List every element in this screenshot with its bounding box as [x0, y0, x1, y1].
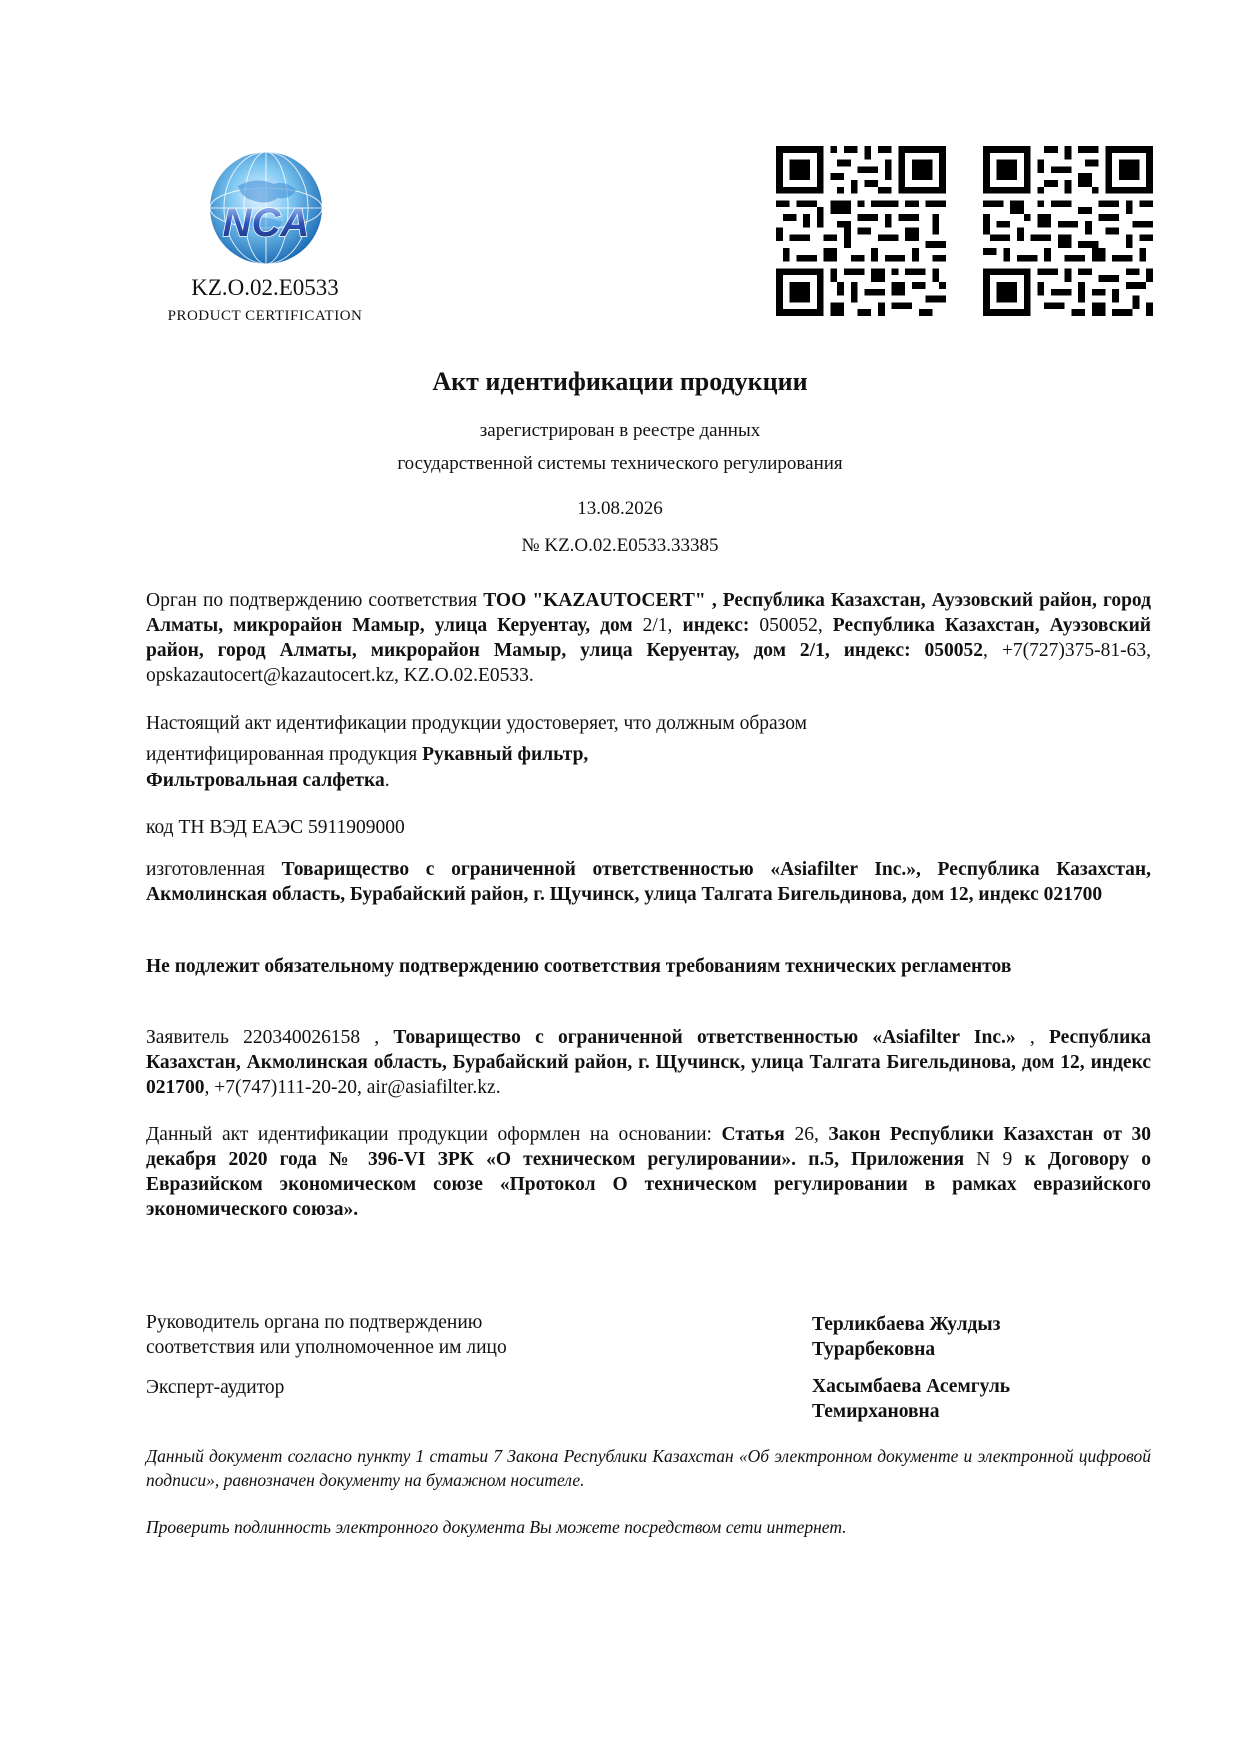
basis-point: п.5, Приложения — [808, 1149, 965, 1170]
head-role — [146, 1310, 507, 1360]
expert-role: Эксперт-аудитор — [146, 1377, 285, 1398]
organ-index-label: индекс: — [682, 615, 750, 636]
qr-code-icon — [776, 146, 946, 316]
product-end: . — [384, 770, 390, 791]
manufacturer-text: Товарищество с ограниченной ответственностью «Asiafilter Inc.», Республика Казахстан, Акмолинская область, Бурабайский район, г. Щучинск, улица Талгата Бигельдинова, дом 12, индекс 021700 — [146, 859, 1151, 905]
expert-name-line-1: Хасымбаева Асемгуль — [812, 1376, 1011, 1397]
manufacturer-paragraph — [146, 857, 1151, 907]
organ-house: 2/1, — [642, 615, 673, 636]
exemption-text: Не подлежит обязательному подтверждению соответствия требованиям технических регламентов — [146, 956, 1012, 977]
product-line-2 — [146, 768, 1151, 793]
certifies-line: Настоящий акт идентификации продукции удостоверяет, что должным образом — [146, 713, 807, 734]
applicant-address: Республика Казахстан, Акмолинская область, Бурабайский район, г. Щучинск, улица Талгата Бигельдинова, дом 12, индекс 021700 — [146, 1027, 1152, 1098]
applicant-label: Заявитель — [146, 1027, 229, 1048]
hs-code: код ТН ВЭД ЕАЭС 5911909000 — [146, 817, 405, 838]
organ-index-value: 050052, — [759, 615, 823, 636]
product-name-1: Рукавный фильтр, — [422, 744, 589, 765]
registered-line-2: государственной системы технического регулирования — [397, 453, 843, 474]
verify-note: Проверить подлинность электронного документа Вы можете посредством сети интернет. — [146, 1517, 847, 1537]
head-name-line-2: Турарбековна — [812, 1339, 936, 1360]
document-title: Акт идентификации продукции — [432, 367, 808, 396]
head-role-line-1: Руководитель органа по подтверждению — [146, 1312, 483, 1333]
legal-note: Данный документ согласно пункту 1 статьи 7 Закона Республики Казахстан «Об электронном документе и электронной цифровой подписи», равнозначен документу на бумажном носителе. — [146, 1446, 1151, 1490]
conformity-body-paragraph — [146, 588, 1151, 688]
organ-label: Орган по подтверждению соответствия — [146, 590, 478, 611]
basis-label: Данный акт идентификации продукции оформлен на основании: — [146, 1124, 712, 1145]
basis-article-label: Статья — [721, 1124, 785, 1145]
organ-name: ТОО "KAZAUTOCERT" — [483, 590, 706, 611]
expert-name-line-2: Темирхановна — [812, 1401, 940, 1422]
accreditation-subtitle: PRODUCT CERTIFICATION — [167, 308, 363, 324]
organ-contacts: , +7(727)375-81-63, opskazautocert@kazautocert.kz, KZ.O.02.E0533. — [146, 640, 1151, 686]
organ-address-2: Республика Казахстан, Ауэзовский район, город Алматы, микрорайон Мамыр, улица Керуентау, дом 2/1, индекс: 050052 — [146, 615, 1152, 661]
logo-wordmark: NCA — [222, 201, 310, 245]
document-date: 13.08.2026 — [577, 498, 663, 519]
document-number: № KZ.O.02.E0533.33385 — [521, 535, 719, 556]
basis-agreement: к Договору о Евразийском экономическом союзе «Протокол О техническом регулировании в рамках евразийского экономического союза». — [146, 1149, 1152, 1220]
expert-name — [812, 1374, 1010, 1424]
certification-logo — [140, 150, 390, 340]
accreditation-code: KZ.O.02.E0533 — [191, 275, 339, 300]
registered-line-1: зарегистрирован в реестре данных — [479, 420, 761, 441]
applicant-bin: 220340026158 — [243, 1027, 361, 1048]
identified-product-line — [146, 742, 1151, 767]
organ-address: , Республика Казахстан, Ауэзовский район, город Алматы, микрорайон Мамыр, улица Керуентау, дом — [146, 590, 1151, 636]
head-name — [812, 1312, 1000, 1362]
basis-law: Закон Республики Казахстан от 30 декабря 2020 года № 396-VI ЗРК «О техническом регулировании». — [146, 1124, 1152, 1170]
basis-annex-number: N 9 — [976, 1149, 1013, 1170]
basis-paragraph — [146, 1122, 1151, 1222]
head-role-line-2: соответствия или уполномоченное им лицо — [146, 1337, 507, 1358]
exemption-statement — [146, 954, 1151, 979]
globe-logo-icon — [186, 150, 346, 278]
manufacturer-label: изготовленная — [146, 859, 265, 880]
applicant-contacts: , +7(747)111-20-20, air@asiafilter.kz. — [204, 1077, 501, 1098]
product-name-2: Фильтровальная салфетка — [146, 770, 385, 791]
applicant-paragraph: Заявитель 220340026158 , Товарищество с ограниченной ответственностью «Asiafilter Inc.» , Республика Казахстан, Акмолинская область, Бурабайский район, г. Щучинск, улица Талгата Бигельдинова, дом 12, индекс 021700, +7(747)111-20-20, air@asiafilter.kz. — [146, 1027, 1152, 1098]
qr-code-icon — [983, 146, 1153, 316]
head-name-line-1: Терликбаева Жулдыз — [812, 1314, 1001, 1335]
basis-article-number: 26, — [794, 1124, 819, 1145]
applicant-name: Товарищество с ограниченной ответственностью «Asiafilter Inc.» — [393, 1027, 1016, 1048]
identified-label: идентифицированная продукция — [146, 744, 418, 765]
